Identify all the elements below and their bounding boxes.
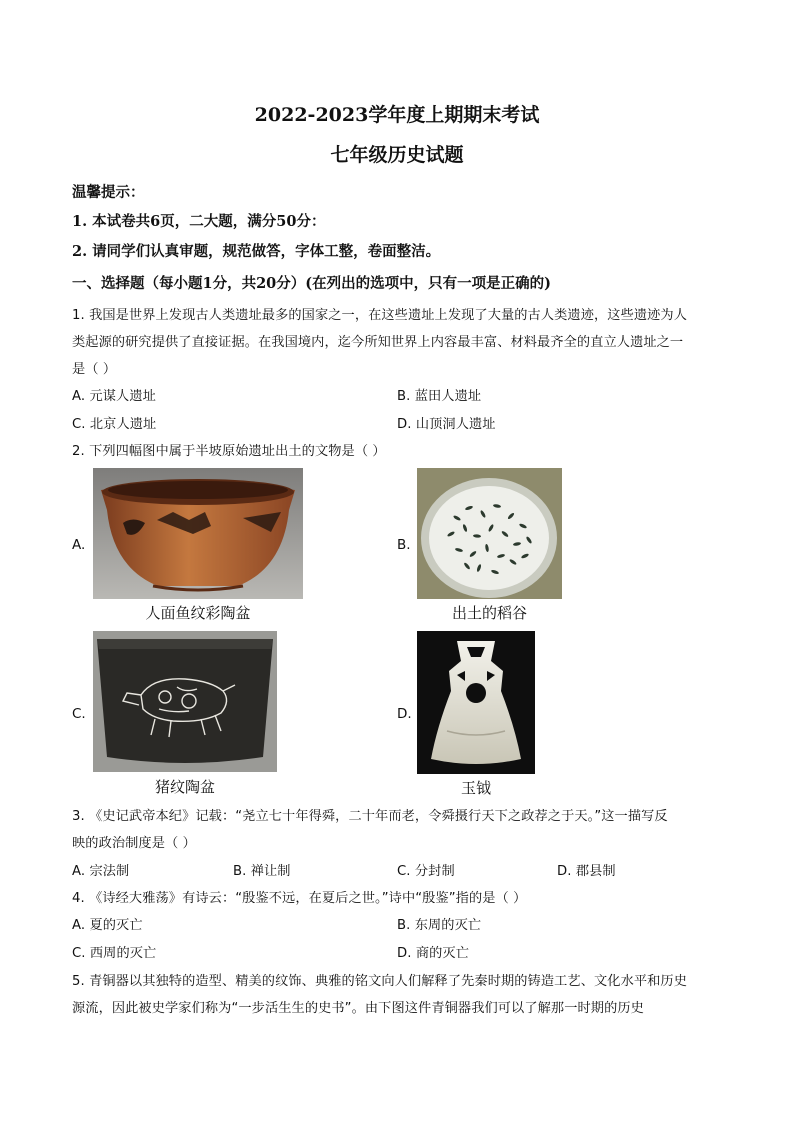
q4-option-b: B. 东周的灭亡: [397, 918, 482, 933]
q2-option-c-label: C.: [72, 706, 86, 722]
q1-stem-line-2: 类起源的研究提供了直接证据。在我国境内，迄今所知世界上内容最丰富、材料最齐全的直立人遗址之一: [72, 335, 684, 350]
q3-option-c: C. 分封制: [397, 864, 455, 879]
notice-line-1: 1. 本试卷共6页，二大题，满分50分：: [72, 213, 326, 230]
q2-option-d-label: D.: [397, 706, 412, 722]
q2-stem: 2. 下列四幅图中属于半坡原始遗址出土的文物是（ ）: [72, 444, 386, 459]
section-heading: 一、选择题（每小题1分，共20分）(在列出的选项中，只有一项是正确的): [72, 275, 551, 292]
q2-option-b-caption: 出土的稻谷: [451, 604, 527, 622]
q3-option-a: A. 宗法制: [72, 864, 130, 879]
q1-option-d: D. 山顶洞人遗址: [397, 417, 496, 432]
exam-title: 2022-2023学年度上期期末考试: [254, 104, 540, 126]
notice-line-2: 2. 请同学们认真审题，规范做答，字体工整，卷面整洁。: [72, 243, 441, 260]
exam-subtitle: 七年级历史试题: [330, 144, 464, 166]
q4-stem: 4. 《诗经大雅荡》有诗云：“殷鉴不远，在夏后之世。”诗中“殷鉴”指的是（ ）: [72, 891, 527, 906]
q3-stem-line-2: 映的政治制度是（ ）: [72, 836, 196, 851]
q4-option-a: A. 夏的灭亡: [72, 918, 143, 933]
jade-axe-image: [417, 631, 535, 774]
painted-pottery-basin-image: [93, 468, 303, 599]
notice-heading: 温馨提示：: [72, 184, 145, 201]
q5-stem-line-1: 5. 青铜器以其独特的造型、精美的纹饰、典雅的铭文向人们解释了先秦时期的铸造工艺、文化水平和历史: [72, 974, 688, 989]
q2-option-a-caption: 人面鱼纹彩陶盆: [145, 604, 251, 622]
q3-option-b: B. 禅让制: [233, 864, 291, 879]
q5-stem-line-2: 源流，因此被史学家们称为“一步活生生的史书”。由下图这件青铜器我们可以了解那一时期的历史: [72, 1001, 644, 1016]
q1-option-b: B. 蓝田人遗址: [397, 389, 482, 404]
q3-option-d: D. 郡县制: [557, 864, 616, 879]
rice-grains-dish-image: [417, 468, 562, 599]
q4-option-c: C. 西周的灭亡: [72, 946, 157, 961]
q1-option-c: C. 北京人遗址: [72, 417, 157, 432]
q2-option-a-label: A.: [72, 537, 86, 553]
q1-stem-line-3: 是（ ）: [72, 362, 117, 377]
q3-stem-line-1: 3. 《史记武帝本纪》记载：“尧立七十年得舜，二十年而老，令舜摄行天下之政荐之于天。”这一描写反: [72, 809, 668, 824]
q1-option-a: A. 元谋人遗址: [72, 389, 156, 404]
q2-option-c-caption: 猪纹陶盆: [154, 778, 215, 796]
q2-option-b-label: B.: [397, 537, 411, 553]
q2-option-d-caption: 玉钺: [460, 779, 491, 797]
q4-option-d: D. 商的灭亡: [397, 946, 469, 961]
pig-pattern-basin-image: [93, 631, 277, 772]
q1-stem-line-1: 1. 我国是世界上发现古人类遗址最多的国家之一，在这些遗址上发现了大量的古人类遗迹，这些遗迹为人: [72, 308, 688, 323]
